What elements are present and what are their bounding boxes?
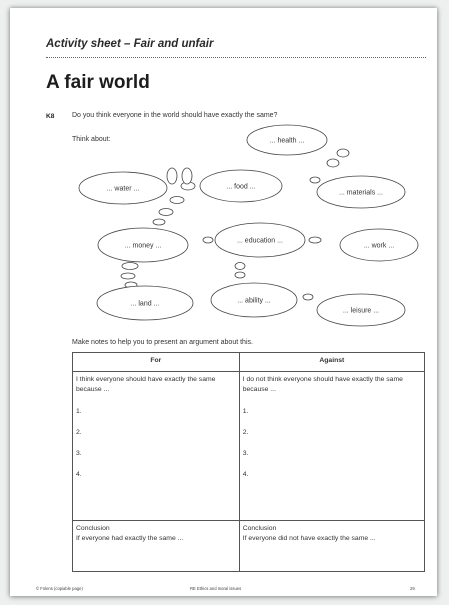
footer-copyright: © Folens (copiable page) — [36, 586, 83, 591]
cloud-label-materials: ... materials ... — [339, 189, 383, 197]
connector-bubble — [203, 237, 213, 243]
footer-book-title: RE Ethics and moral issues — [190, 586, 242, 591]
connector-bubble — [121, 273, 135, 279]
connector-bubble — [122, 263, 138, 270]
against-conclusion-prompt: If everyone did not have exactly the same ... — [242, 535, 376, 542]
list-number: 2. — [242, 429, 249, 436]
list-number: 1. — [76, 408, 82, 415]
thought-clouds — [10, 8, 437, 338]
against-prompt: I do not think everyone should have exactly the same because ... — [242, 376, 403, 393]
question-text: Do you think everyone in the world should have exactly the same? — [72, 112, 278, 119]
for-conclusion-cell[interactable] — [73, 521, 240, 572]
list-number: 3. — [242, 450, 249, 457]
connector-bubble — [337, 149, 349, 157]
for-cell[interactable] — [73, 372, 240, 521]
cloud-label-food: ... food ... — [226, 183, 256, 191]
cloud-label-work: ... work ... — [363, 242, 395, 250]
list-number: 1. — [242, 408, 249, 415]
against-cell[interactable] — [239, 372, 424, 521]
list-number: 4. — [242, 471, 249, 478]
connector-bubble — [167, 168, 177, 184]
cloud-label-water: ... water ... — [106, 185, 140, 193]
against-conclusion-cell[interactable] — [239, 521, 424, 572]
connector-bubble — [170, 197, 184, 204]
question-code: K8 — [46, 113, 55, 120]
connector-bubble — [327, 159, 339, 167]
cloud-label-ability: ... ability ... — [237, 297, 271, 305]
argument-table — [72, 352, 425, 572]
activity-sheet-page — [10, 8, 437, 596]
cloud-label-health: ... health ... — [269, 137, 305, 145]
for-conclusion-prompt: If everyone had exactly the same ... — [76, 535, 184, 542]
sheet-header: Activity sheet – Fair and unfair — [46, 38, 214, 50]
list-number: 3. — [76, 450, 82, 457]
cloud-label-money: ... money ... — [124, 242, 162, 250]
notes-instruction: Make notes to help you to present an argument about this. — [72, 339, 253, 346]
conclusion-label: Conclusion — [242, 525, 277, 532]
page-title: A fair world — [46, 72, 150, 93]
connector-bubble — [303, 294, 313, 300]
connector-bubble — [310, 177, 320, 183]
footer-page-number: 29 — [410, 586, 415, 591]
list-number: 4. — [76, 471, 82, 478]
list-number: 2. — [76, 429, 82, 436]
think-about-label: Think about: — [72, 136, 111, 143]
cloud-label-education: ... education ... — [237, 237, 283, 245]
column-header-for: For — [73, 353, 240, 372]
for-prompt: I think everyone should have exactly the same because ... — [76, 376, 216, 393]
cloud-label-leisure: ... leisure ... — [342, 307, 380, 315]
column-header-against: Against — [239, 353, 424, 372]
connector-bubble — [309, 237, 321, 243]
connector-bubble — [235, 272, 245, 278]
connector-bubble — [153, 219, 165, 225]
connector-bubble — [235, 263, 245, 270]
connector-bubble — [159, 209, 173, 216]
conclusion-label: Conclusion — [76, 525, 110, 532]
cloud-label-land: ... land ... — [130, 300, 160, 308]
connector-bubble — [182, 168, 192, 184]
